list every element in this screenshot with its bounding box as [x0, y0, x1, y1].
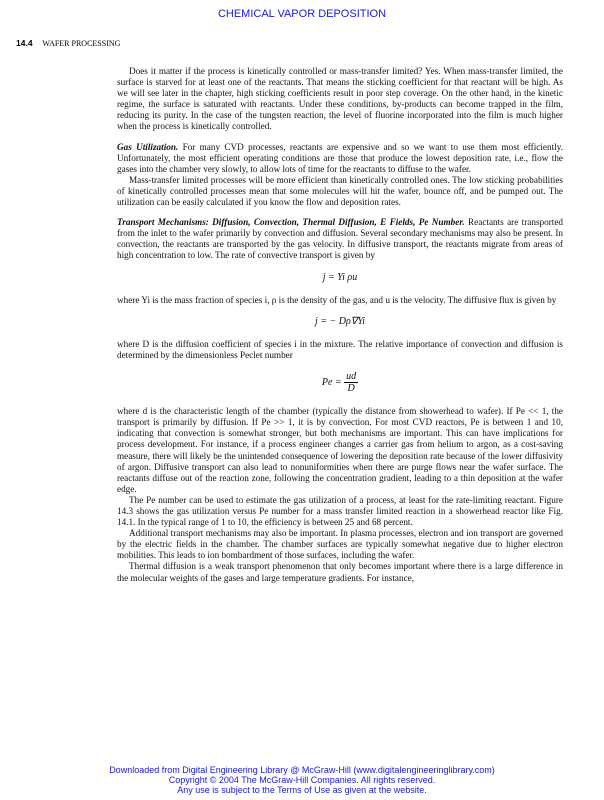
paragraph-text: Reactants are transported from the inlet to the wafer primarily by convection and diffusion. Several secondary mechanisms may also be present. In convection, the reactants are transported by the gas velocity. In diffusive transport, the reactants migrate from areas of high concentration to low. The rate of convective transport is given by: [117, 217, 563, 261]
chapter-banner: CHEMICAL VAPOR DEPOSITION: [217, 8, 387, 20]
paragraph-text: For many CVD processes, reactants are expensive and so we want to use them most efficiently. Unfortunately, the most efficient operating conditions are those that produce the lowest deposition rate, i.e., flow the gases into the chamber very slowly, to allow lots of time for the reactants to diffuse to the wafer.: [117, 141, 563, 174]
paragraph: where d is the characteristic length of the chamber (typically the distance from showerhead to wafer). If Pe << 1, the transport is primarily by diffusion. If Pe >> 1, it is by convection. For most CVD reactors, Pe is between 1 and 10, indicating that convection is somewhat stronger, but both mechanisms are important. This can have implications for process development. For instance, if a process engineer changes a carrier gas from helium to argon, as a cost-saving measure, there will likely be the unintended consequence of lowering the deposition rate because of the lower diffusivity of argon. Diffusive transport can also lead to nonuniformities when there are purge flows near the wafer surface. The reactants diffuse out of the reaction zone, following the concentration gradient, leading to a thin deposition at the wafer edge.: [117, 406, 563, 494]
running-header: [16, 38, 120, 48]
footer-terms: Any use is subject to the Terms of Use as given at the website.: [177, 785, 427, 796]
equation-convective: j = Yi ρu: [322, 271, 358, 283]
section-number: 14.4: [16, 38, 33, 48]
numerator: ud: [346, 370, 357, 382]
paragraph: Mass-transfer limited processes will be more efficient than kinetically controlled ones. The low sticking probabilities of kinetically controlled processes mean that some molecules will hit the wafer, bounce off, and be pumped out. The utilization can be easily calculated if you know the flow and deposition rates.: [117, 174, 563, 208]
paragraph: Does it matter if the process is kinetically controlled or mass-transfer limited? Yes. When mass-transfer limited, the surface is starved for at least one of the reactants. That means the sticking coefficient for that reactant will be high. As we will see later in the chapter, high sticking coefficients result in poor step coverage. On the other hand, in the kinetic regime, the surface is saturated with reactants. Under these conditions, by-products can become trapped in the film, reducing its purity. In the case of the tungsten reaction, the level of fluorine incorporated into the film is much higher when the process is kinetically controlled.: [117, 66, 563, 132]
page-body: [117, 66, 563, 584]
footer-copyright: Copyright © 2004 The McGraw-Hill Companies. All rights reserved.: [168, 775, 436, 786]
paragraph: Additional transport mechanisms may also be important. In plasma processes, electron and ion transport are governed by the electric fields in the chamber. The chamber surfaces are typically somewhat negative due to higher electron mobilities. This leads to ion bombardment of those surfaces, including the wafer.: [117, 528, 563, 561]
paragraph-gas-utilization: [117, 142, 563, 175]
footer-download-link[interactable]: Downloaded from Digital Engineering Library @ McGraw-Hill (www.digitalengineeringlibrary.com): [109, 765, 495, 775]
run-in-heading: Transport Mechanisms: Diffusion, Convection, Thermal Diffusion, E Fields, Pe Number.: [117, 217, 465, 228]
paragraph: The Pe number can be used to estimate the gas utilization of a process, at least for the rate-limiting reactant. Figure 14.3 shows the gas utilization versus Pe number for a mass transfer limited reaction in a showerhead reactor like Fig. 14.1. In the typical range of 1 to 10, the efficiency is between 25 and 68 percent.: [117, 494, 563, 528]
footer-notice: [0, 765, 604, 796]
run-in-heading: Gas Utilization.: [117, 141, 179, 152]
equation-diffusive: j = − Dρ∇Yi: [314, 315, 366, 327]
paragraph-transport: [117, 217, 563, 261]
denominator: D: [347, 383, 355, 395]
equation-lhs: Pe =: [321, 376, 342, 388]
section-title: WAFER PROCESSING: [42, 39, 121, 48]
paragraph: where D is the diffusion coefficient of species i in the mixture. The relative importance of convection and diffusion is determined by the dimensionless Peclet number: [117, 338, 563, 360]
fraction: [344, 371, 358, 394]
equation-peclet: [117, 371, 563, 394]
paragraph: Thermal diffusion is a weak transport phenomenon that only becomes important where there is a large difference in the molecular weights of the gases and large temperature gradients. For instance,: [117, 561, 563, 583]
paragraph: where Yi is the mass fraction of species i, ρ is the density of the gas, and u is the velocity. The diffusive flux is given by: [117, 294, 557, 305]
